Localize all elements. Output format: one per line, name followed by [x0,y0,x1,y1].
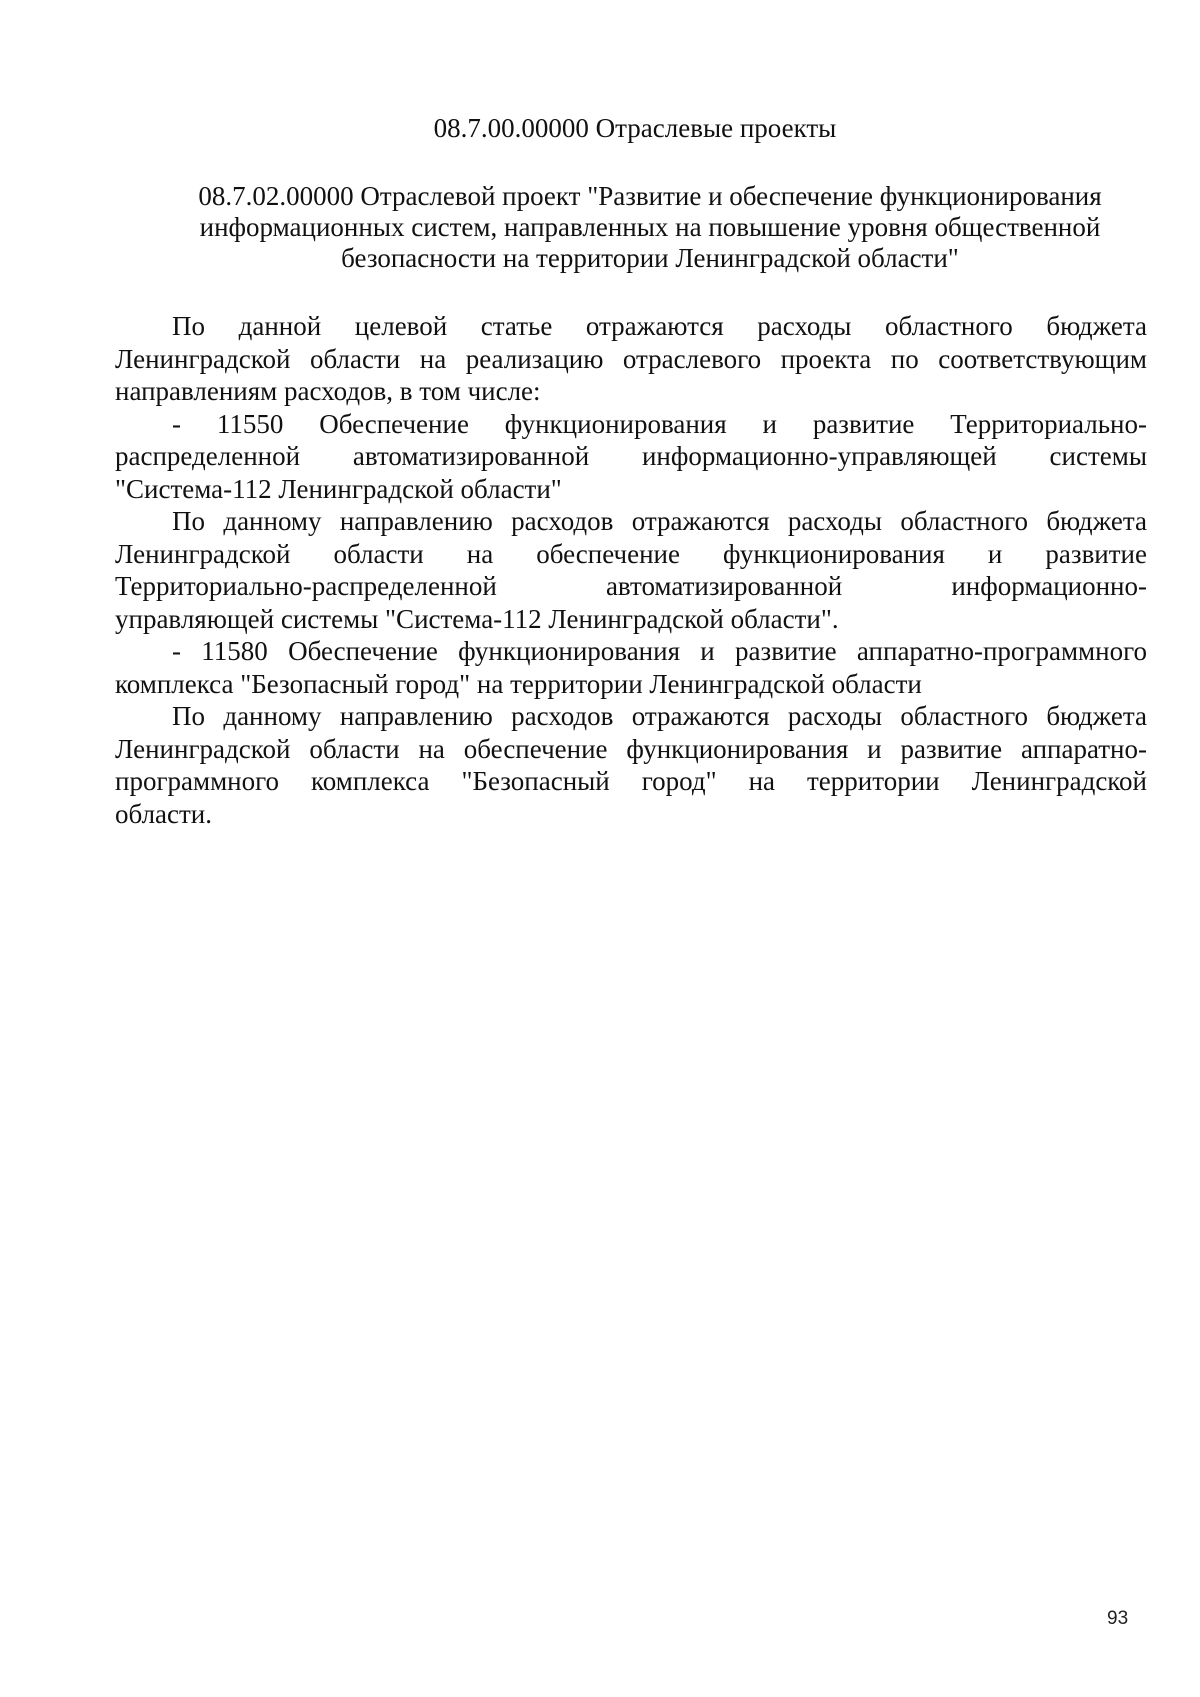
paragraph-line: По данному направлению расходов отражаются расходы областного бюджета [172,506,1147,536]
paragraph-line: По данной целевой статье отражаются расходы областного бюджета [172,311,1147,341]
paragraph-line: распределенной автоматизированной информационно-управляющей системы [115,441,1147,471]
subsection-title-line: информационных систем, направленных на повышение уровня общественной [199,212,1101,242]
item-11550-description [115,505,1147,635]
document-body [115,310,1147,830]
subsection-title-line: безопасности на территории Ленинградской области" [341,243,959,273]
paragraph-line: - 11580 Обеспечение функционирования и развитие аппаратно-программного [172,636,1147,666]
section-title: 08.7.00.00000 Отраслевые проекты [433,113,837,143]
item-11550 [115,408,1147,506]
paragraph-line: "Система-112 Ленинградской области" [115,473,562,504]
paragraph-line: управляющей системы "Система-112 Ленинградской области". [115,603,839,634]
paragraph-line: комплекса "Безопасный город" на территории Ленинградской области [115,668,922,699]
subsection-title [120,181,1180,274]
paragraph-line: области. [115,798,213,829]
paragraph-line: Ленинградской области на обеспечение функционирования и развитие аппаратно- [115,733,1147,764]
item-11580-description [115,700,1147,830]
paragraph-line: Ленинградской области на реализацию отраслевого проекта по соответствующим [115,343,1147,374]
item-11580 [115,635,1147,700]
paragraph-line: По данному направлению расходов отражаются расходы областного бюджета [172,701,1147,731]
subsection-title-line: 08.7.02.00000 Отраслевой проект "Развитие и обеспечение функционирования [198,181,1102,211]
paragraph-line: программного комплекса "Безопасный город" на территории Ленинградской [115,766,1147,796]
paragraph-line: - 11550 Обеспечение функционирования и развитие Территориально- [172,408,1147,439]
page-number: 93 [1107,1608,1129,1629]
paragraph-line: направлениям расходов, в том числе: [115,376,541,406]
intro-paragraph [115,310,1147,408]
paragraph-line: Территориально-распределенной автоматизированной информационно- [115,571,1147,601]
paragraph-line: Ленинградской области на обеспечение функционирования и развитие [115,538,1147,569]
